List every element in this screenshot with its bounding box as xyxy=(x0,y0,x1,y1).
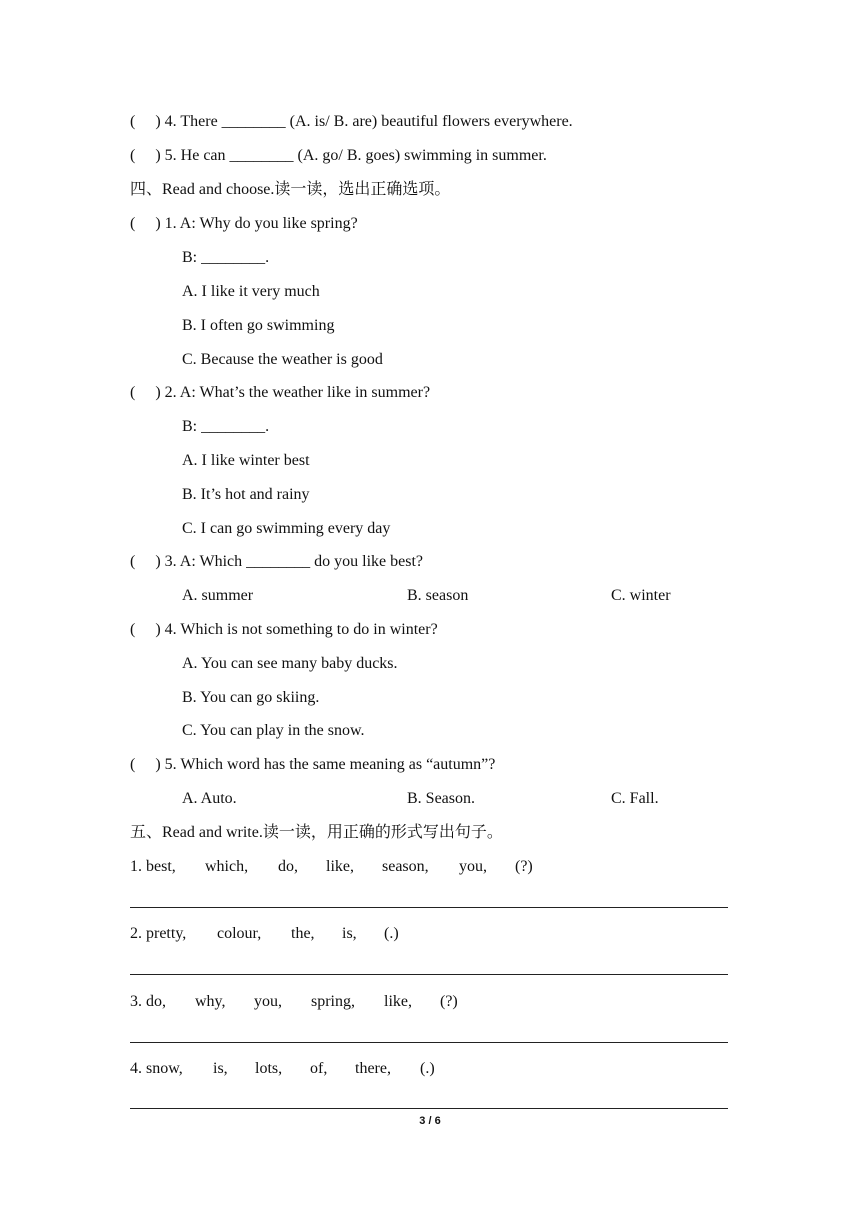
write-item-2 xyxy=(0,924,860,944)
q4-item-4: ( ) 4. Which is not something to do in winter? xyxy=(130,621,438,638)
answer-line-1[interactable] xyxy=(130,907,728,908)
q4-item-2-option-a: A. I like winter best xyxy=(182,452,310,469)
q4-item-3-option-a: A. summer xyxy=(182,587,254,604)
q4-item-5-option-a: A. Auto. xyxy=(182,790,237,807)
word: you, xyxy=(254,993,282,1010)
q4-item-4-option-c: C. You can play in the snow. xyxy=(182,722,365,739)
q4-item-1-option-b: B. I often go swimming xyxy=(182,317,335,334)
word: like, xyxy=(384,993,412,1010)
word: (.) xyxy=(420,1060,435,1077)
page-number: 3 / 6 xyxy=(419,1115,441,1127)
answer-line-3[interactable] xyxy=(130,1042,728,1043)
word: the, xyxy=(291,925,315,942)
q4-item-4-option-b: B. You can go skiing. xyxy=(182,689,320,706)
q4-item-5-option-c: C. Fall. xyxy=(611,790,659,807)
word: is, xyxy=(213,1060,228,1077)
answer-line-2[interactable] xyxy=(130,974,728,975)
q4-item-1-option-c: C. Because the weather is good xyxy=(182,351,383,368)
q3-item-5: ( ) 5. He can ________ (A. go/ B. goes) swimming in summer. xyxy=(130,147,547,164)
section-4-heading: 四、Read and choose.读一读，选出正确选项。 xyxy=(130,181,451,198)
write-item-4 xyxy=(0,1059,860,1079)
q4-item-4-option-a: A. You can see many baby ducks. xyxy=(182,655,398,672)
word: spring, xyxy=(311,993,355,1010)
word: 3. do, xyxy=(130,993,166,1010)
q4-item-3-option-c: C. winter xyxy=(611,587,671,604)
word: is, xyxy=(342,925,357,942)
word: colour, xyxy=(217,925,262,942)
word: 2. pretty, xyxy=(130,925,187,942)
q4-item-2-answer: B: ________. xyxy=(182,418,270,435)
word: there, xyxy=(355,1060,391,1077)
word: season, xyxy=(382,858,429,875)
q4-item-5: ( ) 5. Which word has the same meaning as “autumn”? xyxy=(130,756,496,773)
q4-item-1-answer: B: ________. xyxy=(182,249,270,266)
q4-item-2: ( ) 2. A: What’s the weather like in summer? xyxy=(130,384,431,401)
q4-item-1: ( ) 1. A: Why do you like spring? xyxy=(130,215,358,232)
word: 1. best, xyxy=(130,858,176,875)
answer-line-4[interactable] xyxy=(130,1108,728,1109)
word: 4. snow, xyxy=(130,1060,183,1077)
q4-item-3-options xyxy=(0,586,860,606)
q3-item-4: ( ) 4. There ________ (A. is/ B. are) beautiful flowers everywhere. xyxy=(130,113,573,130)
word: (?) xyxy=(515,858,533,875)
word: you, xyxy=(459,858,487,875)
q4-item-5-option-b: B. Season. xyxy=(407,790,475,807)
q4-item-1-option-a: A. I like it very much xyxy=(182,283,320,300)
q4-item-2-option-c: C. I can go swimming every day xyxy=(182,520,391,537)
word: of, xyxy=(310,1060,328,1077)
write-item-3 xyxy=(0,992,860,1012)
write-item-1 xyxy=(0,857,860,877)
q4-item-5-options xyxy=(0,789,860,809)
word: do, xyxy=(278,858,298,875)
q4-item-3-option-b: B. season xyxy=(407,587,469,604)
section-5-heading: 五、Read and write.读一读，用正确的形式写出句子。 xyxy=(130,824,503,841)
word: lots, xyxy=(255,1060,283,1077)
q4-item-2-option-b: B. It’s hot and rainy xyxy=(182,486,310,503)
word: (.) xyxy=(384,925,399,942)
word: like, xyxy=(326,858,354,875)
word: why, xyxy=(195,993,226,1010)
q4-item-3: ( ) 3. A: Which ________ do you like best? xyxy=(130,553,423,570)
word: which, xyxy=(205,858,249,875)
word: (?) xyxy=(440,993,458,1010)
